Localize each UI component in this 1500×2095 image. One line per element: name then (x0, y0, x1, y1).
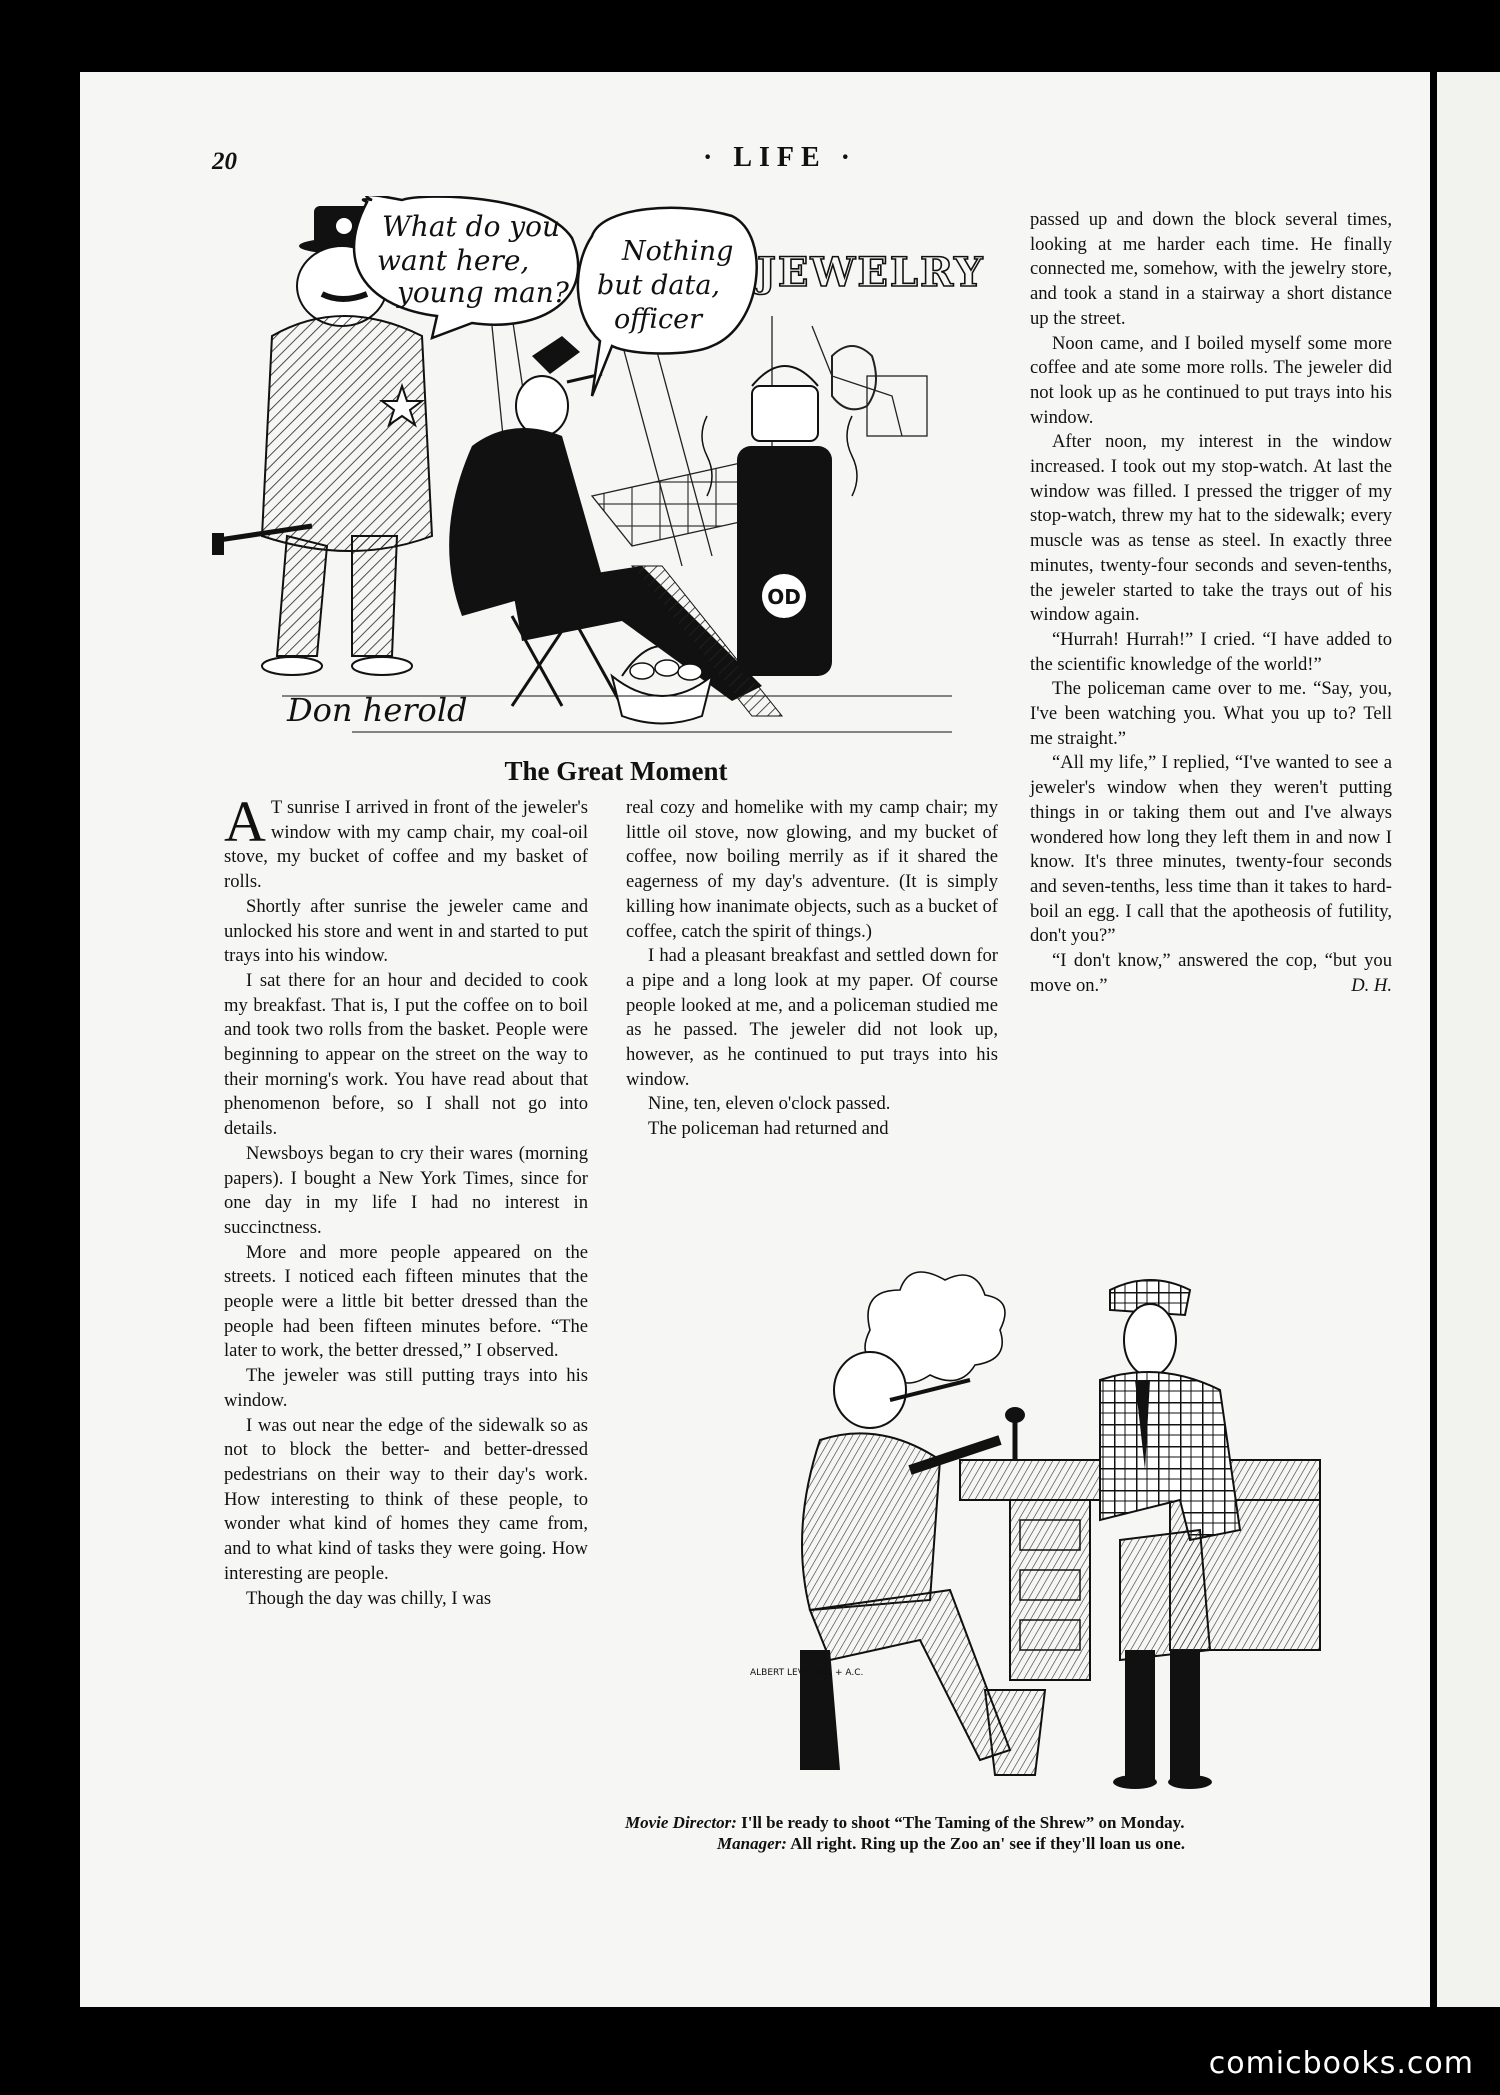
caption-line-manager: Manager: All right. Ring up the Zoo an' see if they'll loan us one. (717, 1834, 1186, 1853)
top-cartoon (212, 196, 992, 736)
paragraph: The jeweler was still putting trays into his window. (224, 1365, 588, 1411)
site-watermark: comicbooks.com (1208, 2046, 1474, 2081)
director-figure (1100, 1280, 1240, 1789)
article-column-2 (626, 796, 998, 1142)
article-column-3 (1030, 208, 1392, 999)
paragraph: The policeman had returned and (648, 1118, 889, 1140)
artist-signature-herold: Don herold (287, 691, 468, 729)
speech-bubble-man (578, 208, 757, 396)
paragraph: passed up and down the block several times, looking at me harder each time. He finally connected me, somehow, with the jewelry store, and took a stand in a stairway a short distance up the street. (1030, 209, 1392, 329)
drop-cap: A (224, 789, 266, 854)
paragraph: I sat there for an hour and decided to cook my breakfast. That is, I put the coffee on to boil and took two rolls from the basket. People were beginning to appear on the street on the way to their morning's work. You have read about that phenomenon before, so I shall not go into details. (224, 969, 588, 1140)
paragraph: “All my life,” I replied, “I've wanted to see a jeweler's window when they weren't putting things in or taking them out and I've always wondered how long they left them in and now I know. It's three minutes, twenty-four seconds and seven-tenths, less time than it takes to hard-boil an egg. I call that the apotheosis of futility, don't you?” (1030, 752, 1392, 947)
paragraph: Shortly after sunrise the jeweler came and unlocked his store and went in and started to put trays into his window. (224, 895, 588, 967)
paragraph: More and more people appeared on the streets. I noticed each fifteen minutes that the people were a little bit better dressed than the people had been fifteen minutes before. “The later to work, the better dressed,” I observed. (224, 1241, 588, 1362)
paragraph: After noon, my interest in the window increased. I took out my stop-watch. At last the window was filled. I pressed the trigger of my stop-watch, threw my hat to the sidewalk; every muscle was as tense as steel. In exactly three minutes, twenty-four seconds and seven-tenths, the jeweler started to take the trays out of his window again. (1030, 431, 1392, 626)
speech-bubble-officer (354, 196, 578, 338)
bottom-cartoon (740, 1270, 1350, 1800)
paragraph: The policeman came over to me. “Say, you, I've been watching you. What you up to? Tell me straight.” (1030, 678, 1392, 749)
svg-text:Nothing but data,: Nothing but data, officer (597, 236, 734, 335)
paragraph: A T sunrise I arrived in front of the jeweler's window with my camp chair, my coal-oil stove, my bucket of coffee and my basket of rolls. (224, 789, 588, 893)
svg-text:What do you want here,: What do you want here, young man? (377, 210, 569, 309)
article-column-1 (224, 789, 588, 1611)
adjacent-page-edge (1437, 72, 1500, 2007)
author-initials: D. H. (1351, 974, 1392, 996)
jewelry-sign: JEWELRY (757, 249, 985, 296)
paragraph: “Hurrah! Hurrah!” I cried. “I have added to the scientific knowledge of the world!” (1030, 628, 1392, 675)
stove-emblem: OD (767, 585, 801, 609)
caption-line-director: Movie Director: I'll be ready to shoot “The Taming of the Shrew” on Monday. (625, 1813, 1185, 1832)
paragraph: Noon came, and I boiled myself some more coffee and ate some more rolls. The jeweler did not look up as he continued to put trays into his window. (1030, 332, 1392, 428)
paragraph: Newsboys began to cry their wares (morning papers). I bought a New York Times, since for one day in my life I had no interest in succinctness. (224, 1142, 588, 1238)
paragraph: I had a pleasant breakfast and settled down for a pipe and a long look at my paper. Of course people looked at me, and a policeman studied me as he passed. The jeweler did not look up, however, as he continued to put trays into his window. (626, 945, 998, 1090)
paragraph: Though the day was chilly, I was (246, 1587, 492, 1609)
bottom-cartoon-drawing (740, 1270, 1350, 1800)
page-number: 20 (212, 148, 237, 175)
cartoon-caption (625, 1812, 1355, 1854)
manager-figure (800, 1352, 1010, 1770)
paragraph: “I don't know,” answered the cop, “but you move on.” D. H. (1030, 949, 1392, 998)
paragraph: Nine, ten, eleven o'clock passed. (648, 1093, 891, 1115)
paragraph: I was out near the edge of the sidewalk so as not to block the better- and better-dressed pedestrians on their way to their day's work. How interesting to think of these people, to wonder what kind of homes they came from, and to what kind of tasks they were going. How interesting are people. (224, 1414, 588, 1584)
article-title: The Great Moment (504, 756, 728, 786)
artist-signature-levering: ALBERT LEVERING + A.C. (750, 1668, 864, 1678)
magazine-title: · LIFE · (702, 142, 858, 173)
paragraph: real cozy and homelike with my camp chair; my little oil stove, now glowing, and my bucket of coffee, now boiling merrily as if it shared the eagerness of my day's adventure. (It is simply killing how inanimate objects, such as a bucket of coffee, catch the spirit of things.) (626, 797, 998, 942)
top-cartoon-drawing (212, 196, 992, 736)
